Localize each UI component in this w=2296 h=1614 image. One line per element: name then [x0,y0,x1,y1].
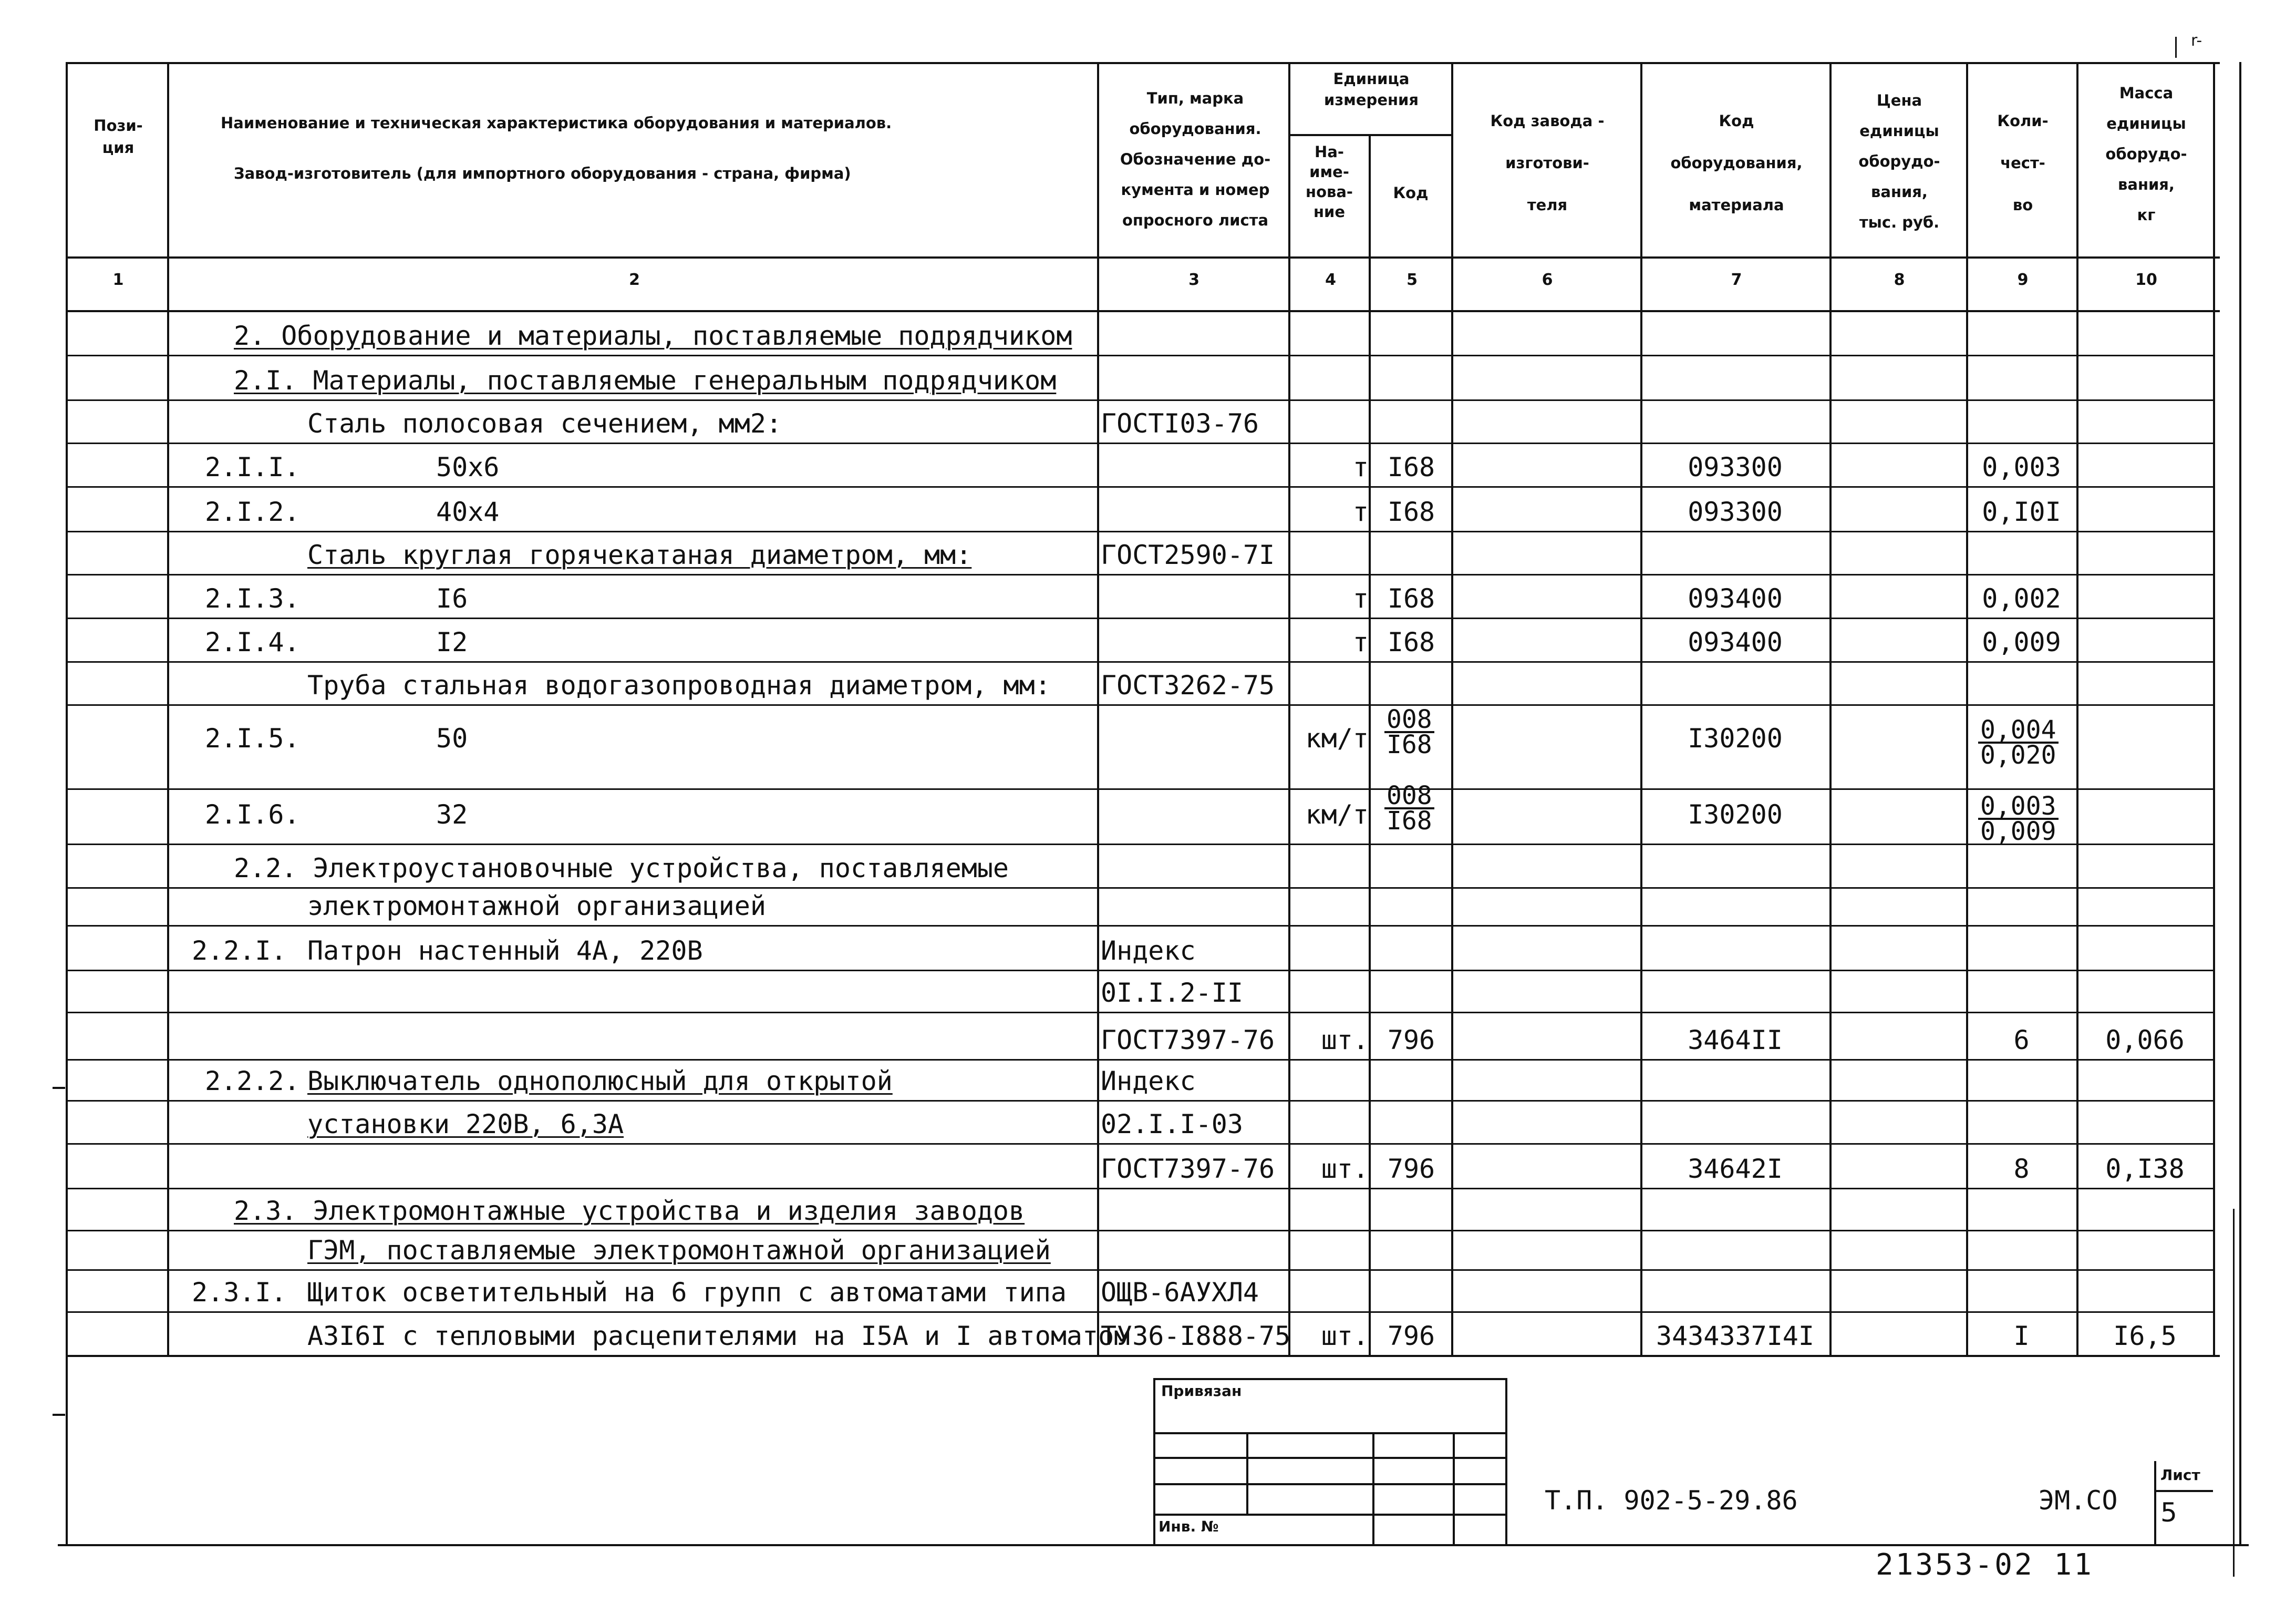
unit-name: шт. [1321,1321,1369,1351]
item-name: Труба стальная водогазопроводная диаметром, мм: [307,670,1051,701]
unit-name: шт. [1321,1154,1369,1184]
unit-code: I68 [1387,497,1435,527]
header-col8: Цена единицы оборудо- вания, тыс. руб. [1858,91,1940,231]
document-ref: ГОСТ3262-75 [1101,670,1275,701]
item-name: Патрон настенный 4А, 220В [307,935,703,966]
quantity-fraction [1978,715,2059,770]
document-ref: ОЩВ-6АУХЛ4 [1101,1277,1259,1308]
item-name: АЗI6I с тепловыми расцепителями на I5А и I автоматом [307,1321,1130,1351]
unit-mass: I6,5 [2113,1321,2177,1351]
item-name: Щиток осветительный на 6 групп с автоматами типа [307,1277,1067,1308]
quantity: 0,002 [1982,583,2061,614]
unit-mass: 0,I38 [2105,1154,2185,1184]
item-name: установки 220В, 6,3А [307,1109,624,1139]
item-name: электромонтажной организацией [307,891,766,921]
document-ref: Индекс [1101,1066,1196,1096]
position-number: 2.I.6. [205,799,300,830]
item-name: Выключатель однополюсный для открытой [307,1066,893,1096]
item-name: 2.2. Электроустановочные устройства, поставляемые [234,853,1009,883]
unit-name: т [1352,583,1369,614]
quantity: 0,I0I [1982,497,2061,527]
header-unit-group: Единица измерения [1324,70,1419,109]
header-col2: Наименование и техническая характеристика оборудования и материалов. Завод-изготовитель (для импортного оборудования - страна, фирма) [221,114,892,182]
document-number: Т.П. 902-5-29.86 [1545,1485,1798,1516]
document-ref: Индекс [1101,935,1196,966]
quantity: 6 [2013,1025,2030,1055]
unit-name: т [1352,497,1369,527]
unit-code-bottom: I68 [1387,730,1432,759]
quantity-bottom: 0,009 [1980,817,2056,846]
quantity: 0,009 [1982,627,2061,657]
column-number: 10 [2135,271,2157,289]
item-name: 2. Оборудование и материалы, поставляемые подрядчиком [234,321,1072,351]
unit-code-top: 008 [1384,784,1434,809]
unit-code-top: 008 [1384,708,1434,733]
header-col1: Пози- ция [94,117,143,157]
position-number: 2.I.2. [205,497,300,527]
column-number: 7 [1731,271,1742,289]
material-code: I30200 [1688,799,1783,830]
unit-code: I68 [1387,627,1435,657]
document-code: ЭМ.СО [2039,1485,2118,1516]
unit-code-bottom: I68 [1387,806,1432,836]
document-ref: 02.I.I-03 [1101,1109,1243,1139]
document-ref: ГОСТ7397-76 [1101,1154,1275,1184]
position-number: 2.I.4. [205,627,300,657]
header-col9: Коли- чест- во [1997,112,2049,214]
item-name: 32 [436,799,468,830]
document-ref: ГОСТ2590-7I [1101,540,1275,570]
item-name: Сталь круглая горячекатаная диаметром, мм: [307,540,972,570]
position-number: 2.2.I. [192,935,287,966]
column-number: 9 [2017,271,2029,289]
unit-code: I68 [1387,452,1435,482]
item-name: 50 [436,723,468,754]
unit-code: 796 [1387,1321,1435,1351]
position-number: 2.I.3. [205,583,300,614]
material-code: 093400 [1688,627,1783,657]
material-code: 34642I [1688,1154,1783,1184]
item-name: I2 [436,627,468,657]
document-ref: ГОСТI03-76 [1101,408,1259,439]
unit-code-fraction [1384,705,1434,759]
material-code: 3464II [1688,1025,1783,1055]
material-code: I30200 [1688,723,1783,754]
sheet-number: 5 [2160,1497,2177,1528]
document-ref: 0I.I.2-II [1101,978,1243,1008]
header-col10: Масса единицы оборудо- вания, кг [2105,84,2187,224]
item-name: 40х4 [436,497,500,527]
position-number: 2.I.5. [205,723,300,754]
column-number: 4 [1325,271,1336,289]
item-name: 2.I. Материалы, поставляемые генеральным подрядчиком [234,365,1057,396]
position-number: 2.3.I. [192,1277,287,1308]
position-number: 2.2.2. [205,1066,300,1096]
unit-mass: 0,066 [2105,1025,2185,1055]
corner-mark: r- [2191,32,2202,50]
unit-code: I68 [1387,583,1435,614]
material-code: 093300 [1688,497,1783,527]
header-col5: Код [1393,184,1429,202]
item-name: I6 [436,583,468,614]
document-ref: ТУ36-I888-75 [1101,1321,1291,1351]
quantity-top: 0,004 [1978,718,2059,744]
header-col3: Тип, марка оборудования. Обозначение до- кумента и номер опросного листа [1120,89,1271,229]
unit-name: т [1352,452,1369,482]
bound-label: Привязан [1161,1382,1242,1400]
column-number: 1 [112,271,124,289]
column-number: 2 [629,271,640,289]
item-name: 50х6 [436,452,500,482]
position-number: 2.I.I. [205,452,300,482]
header-col4: На- име- нова- ние [1306,143,1353,221]
item-name: ГЭМ, поставляемые электромонтажной организацией [307,1235,1051,1266]
item-name: Сталь полосовая сечением, мм2: [307,408,782,439]
unit-name: км/т [1305,723,1369,754]
unit-name: т [1352,627,1369,657]
document-ref: ГОСТ7397-76 [1101,1025,1275,1055]
quantity-top: 0,003 [1978,795,2059,820]
unit-name: шт. [1321,1025,1369,1055]
header-col6: Код завода - изготови- теля [1490,112,1605,214]
header-col7: Код оборудования, материала [1670,112,1803,214]
material-code: 093400 [1688,583,1783,614]
quantity: I [2013,1321,2030,1351]
column-number: 6 [1542,271,1553,289]
item-name: 2.3. Электромонтажные устройства и изделия заводов [234,1196,1025,1226]
quantity: 0,003 [1982,452,2061,482]
material-code: 3434337I4I [1656,1321,1815,1351]
unit-code: 796 [1387,1154,1435,1184]
unit-code-fraction [1384,781,1434,836]
quantity: 8 [2013,1154,2030,1184]
unit-code: 796 [1387,1025,1435,1055]
quantity-bottom: 0,020 [1980,741,2056,770]
inventory-label: Инв. № [1159,1518,1219,1535]
column-number: 5 [1406,271,1418,289]
column-number: 8 [1894,271,1905,289]
quantity-fraction [1978,791,2059,846]
unit-name: км/т [1305,799,1369,830]
column-number: 3 [1188,271,1199,289]
material-code: 093300 [1688,452,1783,482]
footer-stamp: 21353-02 11 [1876,1548,2094,1582]
sheet-label: Лист [2160,1466,2200,1484]
